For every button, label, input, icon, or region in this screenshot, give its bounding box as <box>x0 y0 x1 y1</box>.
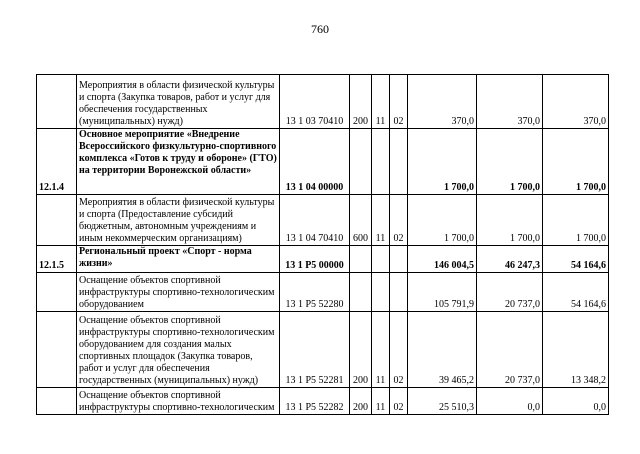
row-value-2: 370,0 <box>477 75 543 129</box>
row-code: 13 1 P5 52280 <box>280 273 350 312</box>
row-value-3: 1 700,0 <box>543 129 609 195</box>
row-number <box>37 312 77 388</box>
row-value-2: 20 737,0 <box>477 273 543 312</box>
row-rz <box>372 273 390 312</box>
row-value-1: 1 700,0 <box>408 129 477 195</box>
row-code: 13 1 P5 52282 <box>280 388 350 415</box>
row-vr: 200 <box>350 312 372 388</box>
row-value-1: 370,0 <box>408 75 477 129</box>
row-number: 12.1.4 <box>37 129 77 195</box>
row-value-1: 105 791,9 <box>408 273 477 312</box>
row-vr <box>350 129 372 195</box>
row-vr: 600 <box>350 195 372 246</box>
row-value-2: 46 247,3 <box>477 246 543 273</box>
row-description: Оснащение объектов спортивной инфраструктуры спортивно-технологическим <box>77 388 280 415</box>
table-row <box>37 388 609 415</box>
table-row <box>37 246 609 273</box>
row-vr <box>350 273 372 312</box>
row-vr: 200 <box>350 388 372 415</box>
row-rz: 11 <box>372 388 390 415</box>
row-rz: 11 <box>372 75 390 129</box>
row-value-2: 20 737,0 <box>477 312 543 388</box>
page-number: 760 <box>311 22 329 36</box>
row-pr: 02 <box>390 312 408 388</box>
row-pr: 02 <box>390 388 408 415</box>
row-description: Мероприятия в области физической культуры и спорта (Предоставление субсидий бюджетным, автономным учреждениям и иным некоммерческим организациям) <box>77 195 280 246</box>
row-rz: 11 <box>372 312 390 388</box>
table-row <box>37 273 609 312</box>
row-pr <box>390 246 408 273</box>
row-rz: 11 <box>372 195 390 246</box>
row-value-1: 146 004,5 <box>408 246 477 273</box>
row-description: Региональный проект «Спорт - норма жизни» <box>77 246 280 273</box>
row-value-3: 1 700,0 <box>543 195 609 246</box>
row-value-1: 25 510,3 <box>408 388 477 415</box>
row-number: 12.1.5 <box>37 246 77 273</box>
row-rz <box>372 129 390 195</box>
row-code: 13 1 P5 52281 <box>280 312 350 388</box>
row-vr: 200 <box>350 75 372 129</box>
row-value-3: 54 164,6 <box>543 246 609 273</box>
row-pr: 02 <box>390 75 408 129</box>
row-code: 13 1 03 70410 <box>280 75 350 129</box>
row-value-3: 370,0 <box>543 75 609 129</box>
table-row <box>37 129 609 195</box>
row-value-3: 54 164,6 <box>543 273 609 312</box>
table-row <box>37 195 609 246</box>
row-number <box>37 195 77 246</box>
row-value-2: 0,0 <box>477 388 543 415</box>
row-value-1: 39 465,2 <box>408 312 477 388</box>
row-code: 13 1 P5 00000 <box>280 246 350 273</box>
row-description: Оснащение объектов спортивной инфраструктуры спортивно-технологическим оборудованием <box>77 273 280 312</box>
row-description: Основное мероприятие «Внедрение Всероссийского физкультурно-спортивного комплекса «Готов к труду и обороне» (ГТО) на территории Воронежской области» <box>77 129 280 195</box>
row-number <box>37 75 77 129</box>
row-number <box>37 273 77 312</box>
row-code: 13 1 04 00000 <box>280 129 350 195</box>
table-row <box>37 312 609 388</box>
row-code: 13 1 04 70410 <box>280 195 350 246</box>
row-value-2: 1 700,0 <box>477 195 543 246</box>
row-pr: 02 <box>390 195 408 246</box>
table-row <box>37 75 609 129</box>
row-pr <box>390 273 408 312</box>
budget-table <box>36 74 609 415</box>
row-description: Мероприятия в области физической культуры и спорта (Закупка товаров, работ и услуг для обеспечения государственных (муниципальных) нужд) <box>77 75 280 129</box>
row-value-3: 13 348,2 <box>543 312 609 388</box>
row-vr <box>350 246 372 273</box>
row-value-3: 0,0 <box>543 388 609 415</box>
row-value-2: 1 700,0 <box>477 129 543 195</box>
row-pr <box>390 129 408 195</box>
row-number <box>37 388 77 415</box>
row-rz <box>372 246 390 273</box>
row-value-1: 1 700,0 <box>408 195 477 246</box>
row-description: Оснащение объектов спортивной инфраструктуры спортивно-технологическим оборудованием для создания малых спортивных площадок (Закупка товаров, работ и услуг для обеспечения государственных (муниципальных) нужд) <box>77 312 280 388</box>
